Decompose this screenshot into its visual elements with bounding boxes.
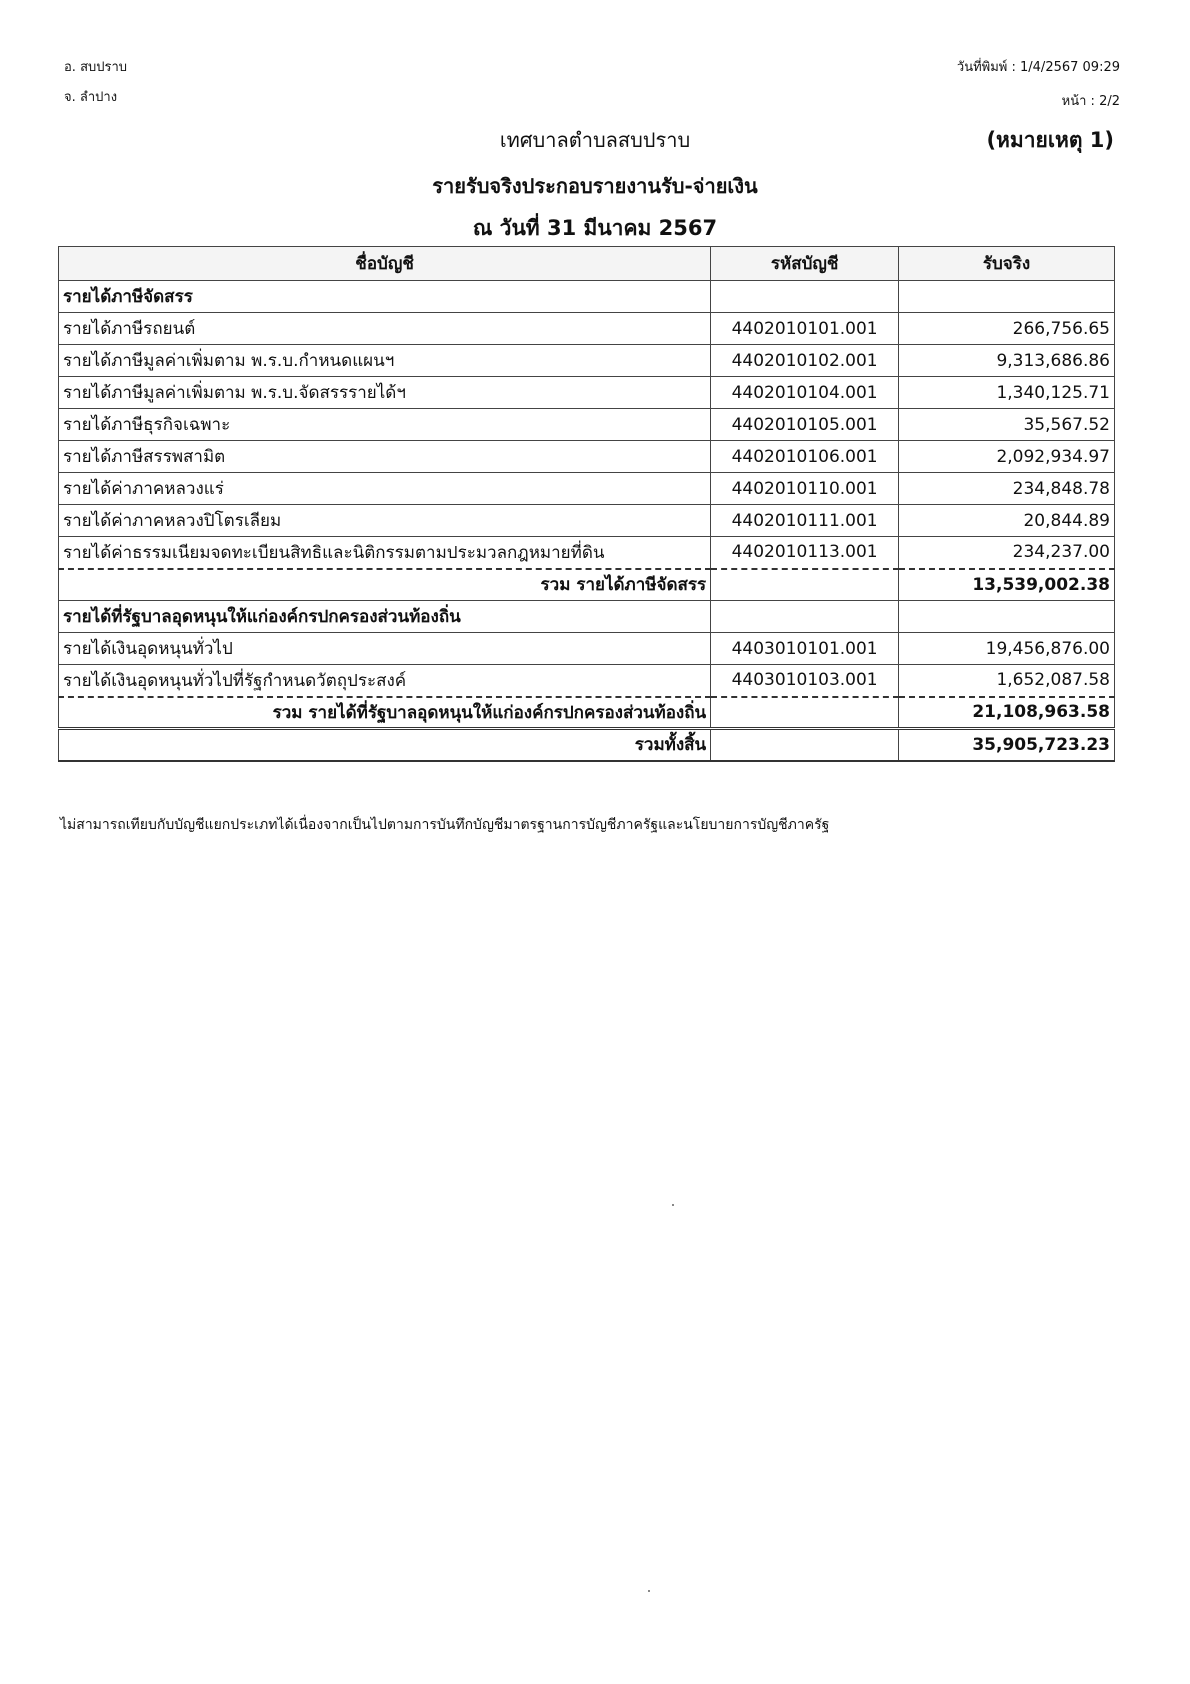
amount: 19,456,876.00 [899, 633, 1115, 665]
footnote: ไม่สามารถเทียบกับบัญชีแยกประเภทได้เนื่องจากเป็นไปตามการบันทึกบัญชีมาตรฐานการบัญชีภาครัฐและนโยบายการบัญชีภาครัฐ [60, 817, 830, 833]
grand-total-amount: 35,905,723.23 [899, 729, 1115, 761]
print-date: วันที่พิมพ์ : 1/4/2567 09:29 [956, 60, 1120, 75]
amount: 35,567.52 [899, 409, 1115, 441]
account-name: รายได้ภาษีสรรพสามิต [59, 441, 711, 473]
account-code: 4402010113.001 [711, 537, 899, 569]
account-code: 4402010104.001 [711, 377, 899, 409]
table-row [59, 409, 1115, 441]
note-tag: (หมายเหตุ 1) [986, 128, 1114, 152]
section-row [59, 281, 1115, 313]
section-title: รายได้ภาษีจัดสรร [59, 281, 711, 313]
table-row [59, 537, 1115, 569]
column-header-account-code: รหัสบัญชี [711, 247, 899, 281]
amount: 234,848.78 [899, 473, 1115, 505]
amount: 266,756.65 [899, 313, 1115, 345]
table-row [59, 345, 1115, 377]
account-name: รายได้เงินอุดหนุนทั่วไปที่รัฐกำหนดวัตถุประสงค์ [59, 665, 711, 697]
account-name: รายได้ค่าภาคหลวงปิโตรเลียม [59, 505, 711, 537]
scan-speck [648, 1590, 650, 1592]
account-code: 4402010111.001 [711, 505, 899, 537]
account-name: รายได้ภาษีมูลค่าเพิ่มตาม พ.ร.บ.จัดสรรรายได้ฯ [59, 377, 711, 409]
account-name: รายได้ภาษีมูลค่าเพิ่มตาม พ.ร.บ.กำหนดแผนฯ [59, 345, 711, 377]
column-header-amount: รับจริง [899, 247, 1115, 281]
revenue-table [58, 246, 1115, 762]
amount: 9,313,686.86 [899, 345, 1115, 377]
province-label: จ. ลำปาง [64, 90, 118, 105]
page-number: หน้า : 2/2 [1061, 94, 1120, 109]
table-row [59, 505, 1115, 537]
subtotal-amount: 21,108,963.58 [899, 697, 1115, 729]
account-name: รายได้ค่าธรรมเนียมจดทะเบียนสิทธิและนิติกรรมตามประมวลกฎหมายที่ดิน [59, 537, 711, 569]
amount: 1,340,125.71 [899, 377, 1115, 409]
account-name: รายได้ภาษีธุรกิจเฉพาะ [59, 409, 711, 441]
subtotal-label: รวม รายได้ที่รัฐบาลอุดหนุนให้แก่องค์กรปกครองส่วนท้องถิ่น [59, 697, 711, 729]
subtotal-row [59, 569, 1115, 601]
report-title: รายรับจริงประกอบรายงานรับ-จ่ายเงิน [432, 174, 758, 198]
table-row [59, 633, 1115, 665]
report-date: ณ วันที่ 31 มีนาคม 2567 [472, 216, 718, 240]
account-code: 4402010102.001 [711, 345, 899, 377]
account-code: 4402010106.001 [711, 441, 899, 473]
account-code: 4402010101.001 [711, 313, 899, 345]
column-header-account-name: ชื่อบัญชี [59, 247, 711, 281]
table-row [59, 313, 1115, 345]
section-row [59, 601, 1115, 633]
account-code: 4403010103.001 [711, 665, 899, 697]
table-row [59, 665, 1115, 697]
table-row [59, 473, 1115, 505]
account-name: รายได้ค่าภาคหลวงแร่ [59, 473, 711, 505]
table-row [59, 441, 1115, 473]
subtotal-row [59, 697, 1115, 729]
amount: 2,092,934.97 [899, 441, 1115, 473]
account-name: รายได้เงินอุดหนุนทั่วไป [59, 633, 711, 665]
district-label: อ. สบปราบ [64, 60, 128, 75]
amount: 234,237.00 [899, 537, 1115, 569]
table-header-row [59, 247, 1115, 281]
scan-speck [672, 1204, 674, 1206]
grand-total-row [59, 729, 1115, 761]
section-title: รายได้ที่รัฐบาลอุดหนุนให้แก่องค์กรปกครองส่วนท้องถิ่น [59, 601, 711, 633]
table-row [59, 377, 1115, 409]
account-code: 4402010105.001 [711, 409, 899, 441]
account-code: 4403010101.001 [711, 633, 899, 665]
amount: 1,652,087.58 [899, 665, 1115, 697]
grand-total-label: รวมทั้งสิ้น [59, 729, 711, 761]
account-code: 4402010110.001 [711, 473, 899, 505]
organization-name: เทศบาลตำบลสบปราบ [499, 128, 691, 152]
account-name: รายได้ภาษีรถยนต์ [59, 313, 711, 345]
amount: 20,844.89 [899, 505, 1115, 537]
subtotal-amount: 13,539,002.38 [899, 569, 1115, 601]
subtotal-label: รวม รายได้ภาษีจัดสรร [59, 569, 711, 601]
